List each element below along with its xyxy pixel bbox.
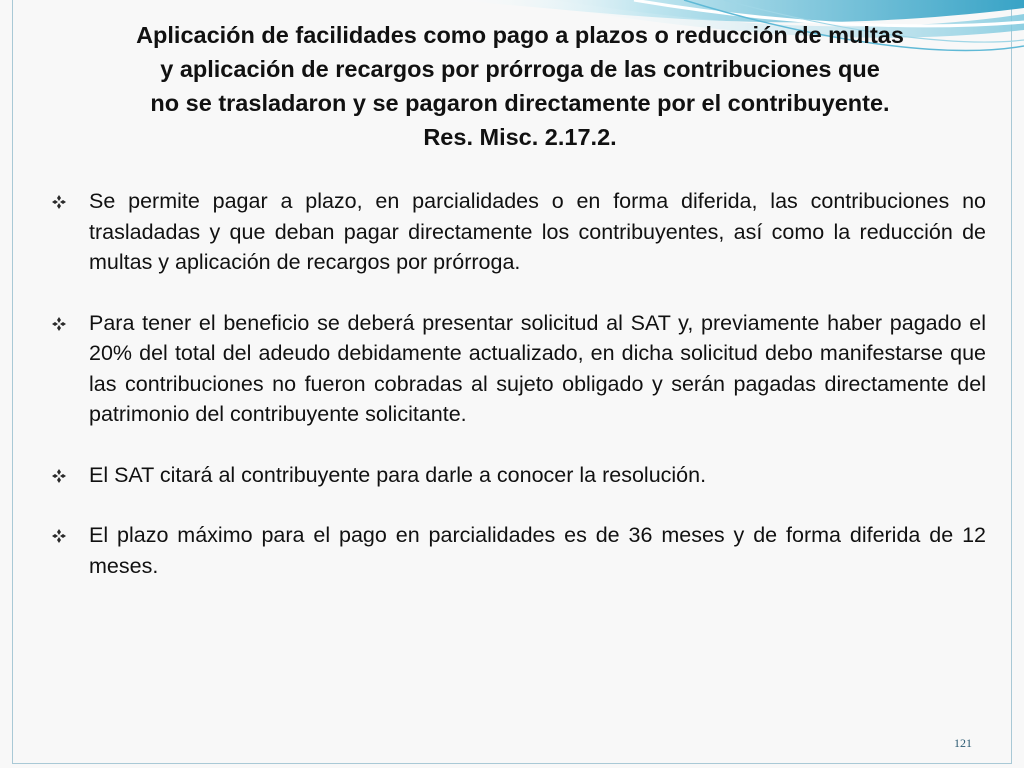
bullet-text: Se permite pagar a plazo, en parcialidades o en forma diferida, las contribuciones no trasladadas y que deban pagar directamente los contribuyentes, así como la reducción de multas y aplicación de recargos por prórroga. (89, 189, 986, 274)
page-number: 121 (954, 736, 972, 750)
title-line-3: no se trasladaron y se pagaron directamente por el contribuyente. (150, 90, 890, 116)
bullet-item-1 (50, 186, 986, 278)
bullet-item-4 (50, 520, 986, 581)
bullet-list (50, 186, 986, 611)
slide-title (40, 18, 1000, 154)
four-diamond-bullet-icon (50, 469, 68, 483)
title-line-2: y aplicación de recargos por prórroga de las contribuciones que (160, 56, 880, 82)
four-diamond-bullet-icon (50, 195, 68, 209)
bullet-text: Para tener el beneficio se deberá presentar solicitud al SAT y, previamente haber pagado el 20% del total del adeudo debidamente actualizado, en dicha solicitud debo manifestarse que las contribuciones no fueron cobradas al sujeto obligado y serán pagadas directamente del patrimonio del contribuyente solicitante. (89, 310, 986, 426)
bullet-text: El SAT citará al contribuyente para darle a conocer la resolución. (89, 462, 707, 487)
bullet-item-3 (50, 460, 986, 491)
four-diamond-bullet-icon (50, 529, 68, 543)
bullet-text: El plazo máximo para el pago en parcialidades es de 36 meses y de forma diferida de 12 meses. (89, 523, 986, 578)
title-line-4: Res. Misc. 2.17.2. (423, 124, 617, 150)
four-diamond-bullet-icon (50, 317, 68, 331)
title-line-1: Aplicación de facilidades como pago a plazos o reducción de multas (136, 22, 904, 48)
bullet-item-2 (50, 308, 986, 430)
